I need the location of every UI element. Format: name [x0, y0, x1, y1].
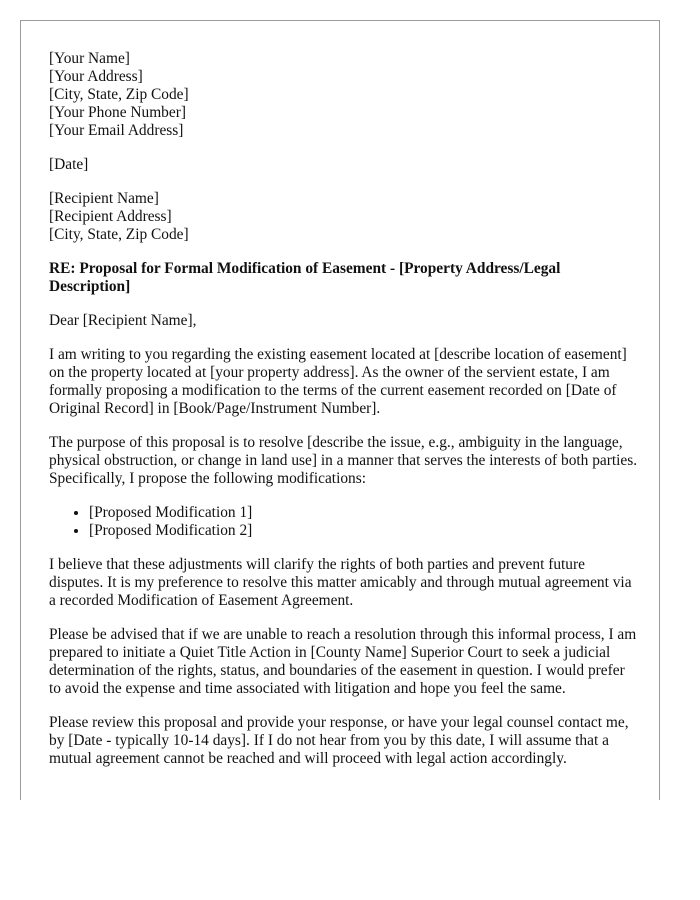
date-block — [49, 156, 659, 174]
paragraph-response-request: Please review this proposal and provide your response, or have your legal counsel contact me, by [Date - typically 10-14 days]. If I do not hear from you by this date, I will assume that a mutual agreement cannot be reached and will proceed with legal action accordingly. — [49, 714, 629, 767]
paragraph-legal-notice: Please be advised that if we are unable to reach a resolution through this informal process, I am prepared to initiate a Quiet Title Action in [County Name] Superior Court to seek a judicial determination of the rights, status, and boundaries of the easement in question. I would prefer to avoid the expense and time associated with litigation and hope you feel the same. — [49, 626, 637, 697]
list-item: • [Proposed Modification 2] — [89, 522, 659, 540]
subject-line: RE: Proposal for Formal Modification of Easement - [Property Address/Legal Description] — [49, 260, 561, 295]
list-item: • [Proposed Modification 1] — [89, 504, 659, 522]
sender-phone: [Your Phone Number] — [49, 104, 186, 121]
sender-city-state-zip: [City, State, Zip Code] — [49, 86, 189, 103]
recipient-name: [Recipient Name] — [49, 190, 159, 207]
recipient-city-state-zip: [City, State, Zip Code] — [49, 226, 189, 243]
letter-page — [20, 20, 660, 800]
recipient-address: [Recipient Address] — [49, 208, 172, 225]
sender-block — [49, 50, 659, 140]
sender-email: [Your Email Address] — [49, 122, 184, 139]
recipient-block — [49, 190, 659, 244]
paragraph-purpose: The purpose of this proposal is to resolve [describe the issue, e.g., ambiguity in the language, physical obstruction, or change in land use] in a manner that serves the interests of both parties. Specifically, I propose the following modifications: — [49, 434, 638, 487]
letter-date: [Date] — [49, 156, 89, 173]
paragraph-adjustments: I believe that these adjustments will clarify the rights of both parties and prevent future disputes. It is my preference to resolve this matter amicably and through mutual agreement via a recorded Modification of Easement Agreement. — [49, 556, 632, 609]
modification-list — [49, 504, 659, 540]
sender-address: [Your Address] — [49, 68, 143, 85]
paragraph-easement-intro: I am writing to you regarding the existing easement located at [describe location of easement] on the property located at [your property address]. As the owner of the servient estate, I am formally proposing a modification to the terms of the current easement recorded on [Date of Original Record] in [Book/Page/Instrument Number]. — [49, 346, 627, 417]
sender-name: [Your Name] — [49, 50, 130, 67]
salutation: Dear [Recipient Name], — [49, 312, 197, 329]
